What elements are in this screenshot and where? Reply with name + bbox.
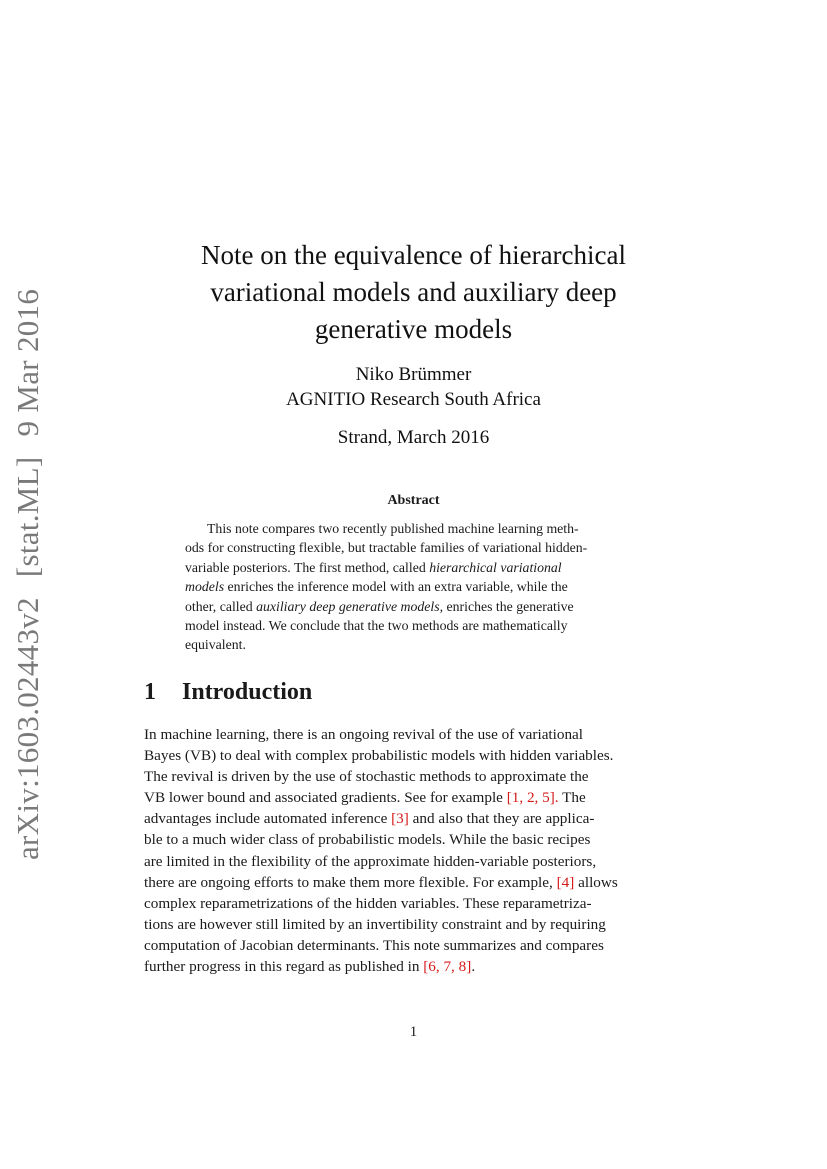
citation-link[interactable]: [6, 7, 8] (423, 958, 472, 976)
abstract-emphasis: auxiliary deep generative models, (256, 598, 444, 614)
abstract-line: models enriches the inference model with an extra variable, while the (185, 579, 568, 595)
abstract-heading: Abstract (387, 493, 440, 508)
abstract-line: equivalent. (185, 637, 246, 653)
arxiv-identifier-stamp (10, 269, 46, 860)
abstract-body (185, 519, 643, 655)
abstract-line: model instead. We conclude that the two methods are mathematically (185, 618, 568, 634)
abstract-line: other, called auxiliary deep generative models, enriches the generative (185, 598, 574, 614)
citation-link[interactable]: [4] (556, 873, 575, 891)
section-title: Introduction (182, 679, 313, 705)
arxiv-date: 9 Mar 2016 (10, 288, 45, 437)
paper-title (150, 237, 677, 348)
section-number: 1 (144, 679, 156, 705)
citation-link[interactable]: [3] (391, 810, 409, 828)
abstract-line: ods for constructing flexible, but tractable families of variational hidden- (185, 540, 588, 556)
arxiv-id: arXiv:1603.02443v2 (10, 597, 45, 860)
page-number: 1 (409, 1024, 418, 1040)
abstract-emphasis: models (185, 579, 225, 595)
abstract-line: variable posteriors. The first method, called hierarchical variational (185, 559, 562, 575)
abstract-line: This note compares two recently published machine learning meth- (207, 521, 579, 536)
arxiv-category: [stat.ML] (10, 456, 45, 578)
citation-link[interactable]: [1, 2, 5]. (506, 789, 559, 807)
author-name: Niko Brümmer (355, 364, 472, 385)
place-date: Strand, March 2016 (337, 427, 490, 448)
abstract-emphasis: hierarchical variational (429, 559, 562, 575)
section-heading (144, 679, 312, 706)
introduction-paragraph: In machine learning, there is an ongoing revival of the use of variational Bayes (VB) to deal with complex probabilistic models with hidden variables. The revival is driven by the use of stochastic methods to approximate the VB lower bound and associated gradients. See for example [1, 2, 5]. The advantages include automated inference [3] and also that they are applica- ble to a much wider class of probabilistic models. While the basic recipes are limited in the flexibility of the approximate hidden-variable posteriors, there are ongoing efforts to make them more flexible. For example, [4] allows complex reparametrizations of the hidden variables. These reparametriza- tions are however still limited by an invertibility constraint and by requiring computation of Jacobian determinants. This note summarizes and compares further progress in this regard as published in [6, 7, 8]. (144, 726, 618, 976)
title-line: generative models (314, 314, 513, 344)
title-line: Note on the equivalence of hierarchical (200, 240, 627, 270)
title-line: variational models and auxiliary deep (210, 277, 617, 307)
author-affiliation: AGNITIO Research South Africa (286, 389, 541, 410)
